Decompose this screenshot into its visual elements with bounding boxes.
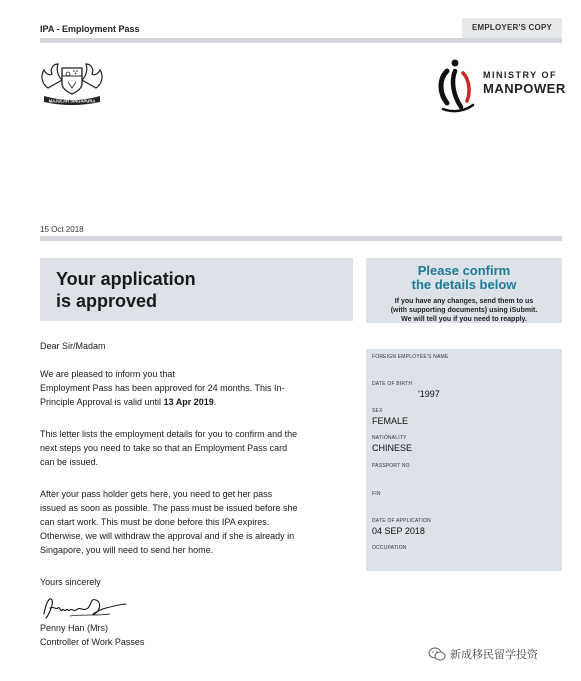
signature-image: [40, 590, 130, 622]
p1-line3-end: .: [213, 397, 217, 407]
p1-line1: We are pleased to inform you that: [40, 369, 175, 379]
status-line2: is approved: [56, 291, 158, 311]
p2-line1: This letter lists the employment details for you to confirm and the: [40, 429, 298, 439]
dob-label: DATE OF BIRTH: [372, 381, 413, 387]
ministry-name: [483, 69, 566, 95]
sex-value: FEMALE: [372, 416, 409, 426]
closing: Yours sincerely: [40, 577, 101, 587]
section-divider: [40, 236, 562, 241]
confirm-sub-line3: We will tell you if you need to reapply.: [401, 316, 527, 323]
confirm-sub-line1: If you have any changes, send them to us: [394, 298, 534, 305]
paragraph-pass-issuance: [40, 487, 297, 557]
passport-label: PASSPORT NO: [372, 463, 410, 469]
ipa-expiry-date: 13 Apr 2019: [163, 397, 214, 407]
signer-title: Controller of Work Passes: [40, 637, 145, 647]
ministry-line2: MANPOWER: [483, 81, 566, 96]
signer-name: Penny Han (Mrs): [40, 623, 109, 633]
watermark: [428, 646, 538, 662]
p3-line1: After your pass holder gets here, you need to get her pass: [40, 489, 273, 499]
nationality-label: NATIONALITY: [372, 435, 407, 441]
application-date-label: DATE OF APPLICATION: [372, 518, 431, 524]
confirm-heading: [366, 264, 562, 292]
dob-value: '1997: [418, 389, 440, 399]
p1-line3-text: Principle Approval is valid until: [40, 397, 164, 407]
signer-block: [40, 621, 144, 649]
document-title: IPA - Employment Pass: [40, 24, 140, 34]
nationality-value: CHINESE: [372, 443, 413, 453]
p3-line5: Singapore, you will need to send her home.: [40, 545, 214, 555]
singapore-crest-icon: [38, 58, 106, 106]
p3-line2: issued as soon as possible. The pass must be issued before she: [40, 503, 298, 513]
paragraph-details: [40, 427, 297, 469]
confirm-title-line1: Please confirm: [417, 263, 511, 278]
p3-line3: can start work. This must be done before this IPA expires.: [40, 517, 270, 527]
p1-line3: [40, 395, 284, 409]
confirm-instructions: [370, 297, 558, 324]
mom-logo-icon: [435, 57, 479, 113]
crest-motto: MAJULAH SINGAPURA: [48, 98, 96, 104]
status-line1: Your application: [56, 269, 196, 289]
p2-line2: next steps you need to take so that an Employment Pass card: [40, 443, 288, 453]
fin-label: FIN: [372, 491, 381, 497]
header-divider: [40, 38, 562, 43]
sex-label: SEX: [372, 408, 383, 414]
wechat-icon: [428, 647, 446, 661]
status-heading: [56, 268, 196, 312]
copy-label: EMPLOYER'S COPY: [462, 18, 562, 38]
occupation-label: OCCUPATION: [372, 545, 407, 551]
watermark-text: 新成移民留学投资: [450, 649, 538, 661]
p1-line2: Employment Pass has been approved for 24 months. This In-: [40, 383, 285, 393]
employee-name-label: FOREIGN EMPLOYEE'S NAME: [372, 354, 449, 360]
application-date-value: 04 SEP 2018: [372, 526, 425, 536]
confirm-title-line2: the details below: [411, 277, 517, 292]
confirm-sub-line2: (with supporting documents) using iSubmit.: [390, 307, 538, 314]
salutation: Dear Sir/Madam: [40, 341, 106, 351]
paragraph-approval: [40, 367, 284, 409]
letter-date: 15 Oct 2018: [40, 225, 84, 234]
p3-line4: Otherwise, we will withdraw the approval and if she is already in: [40, 531, 295, 541]
p2-line3: can be issued.: [40, 457, 99, 467]
ministry-line1: MINISTRY OF: [483, 70, 558, 80]
